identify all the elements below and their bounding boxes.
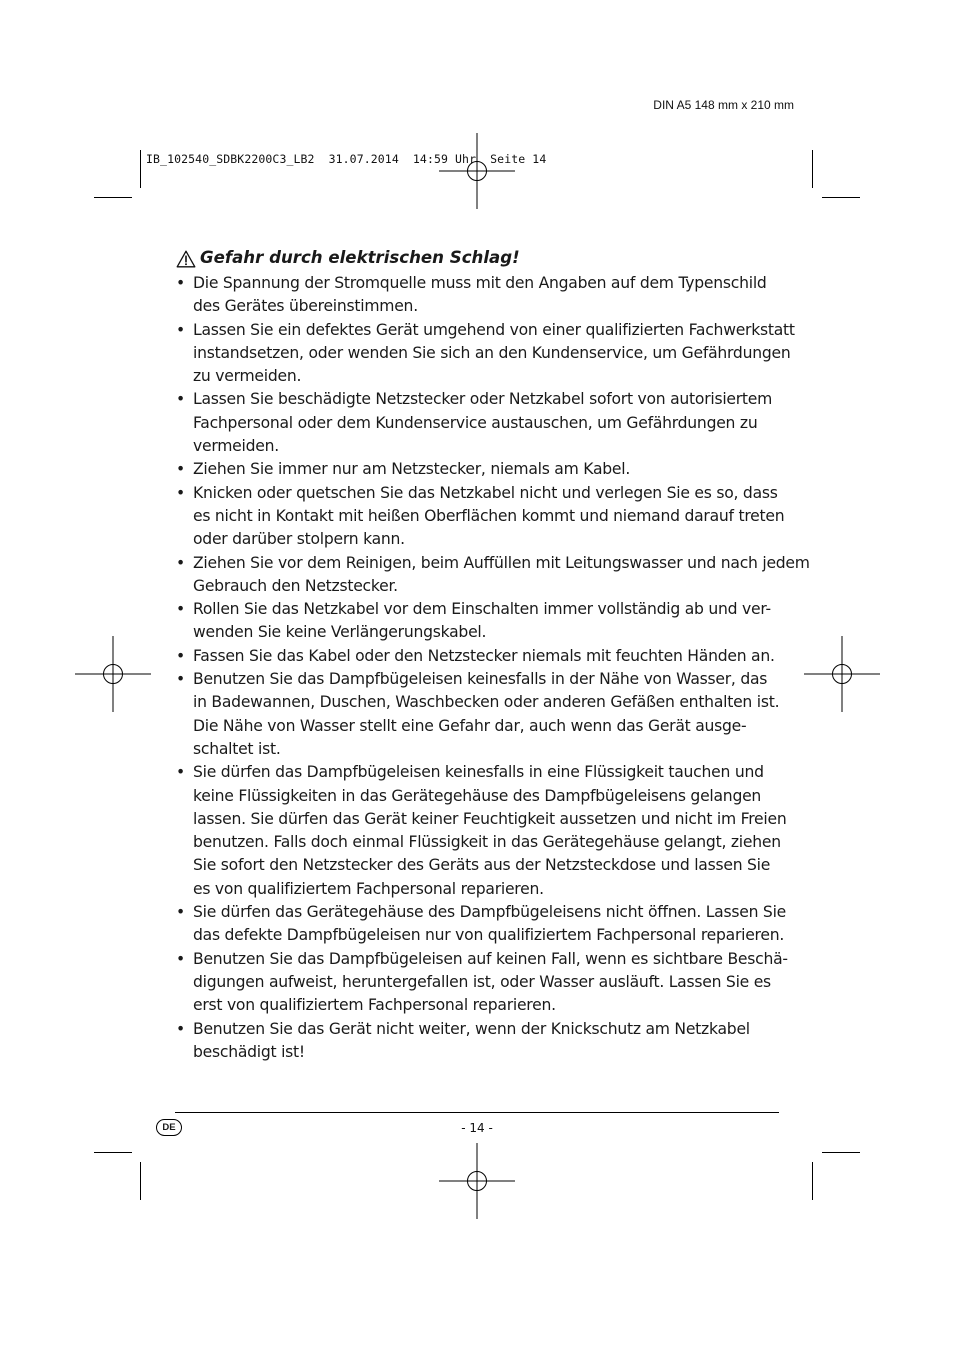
list-item-text-line: Die Nähe von Wasser stellt eine Gefahr dar, auch wenn das Gerät ausge- — [193, 716, 747, 735]
list-item-text-line: zu vermeiden. — [193, 367, 302, 386]
print-slug-line: IB_102540_SDBK2200C3_LB2 31.07.2014 14:59 Uhr Seite 14 — [146, 152, 547, 166]
registration-mark-icon — [439, 1143, 515, 1219]
list-item-text-line: Gebrauch den Netzstecker. — [193, 576, 398, 595]
list-item-text-line: das defekte Dampfbügeleisen nur von qualifiziertem Fachpersonal reparieren. — [193, 926, 785, 945]
crop-mark — [822, 197, 860, 198]
list-item-text-line: Benutzen Sie das Dampfbügeleisen keinesfalls in der Nähe von Wasser, das — [193, 670, 768, 689]
registration-mark-icon — [804, 636, 880, 712]
list-item-text-line: vermeiden. — [193, 437, 279, 456]
page-number: - 14 - — [461, 1121, 493, 1135]
list-item-text-line: Sie dürfen das Gerätegehäuse des Dampfbügeleisens nicht öffnen. Lassen Sie — [193, 903, 786, 922]
list-item-text-line: keine Flüssigkeiten in das Gerätegehäuse des Dampfbügeleisens gelangen — [193, 786, 762, 805]
list-item-text-line: Benutzen Sie das Gerät nicht weiter, wenn der Knickschutz am Netzkabel — [193, 1019, 750, 1038]
list-item-text-line: Benutzen Sie das Dampfbügeleisen auf keinen Fall, wenn es sichtbare Beschä- — [193, 949, 788, 968]
crop-mark — [140, 150, 141, 188]
list-item — [176, 272, 782, 319]
list-item-text-line: Fachpersonal oder dem Kundenservice austauschen, um Gefährdungen zu — [193, 413, 758, 432]
list-item — [176, 1018, 782, 1065]
list-item-text-line: Sie sofort den Netzstecker des Geräts aus der Netzsteckdose und lassen Sie — [193, 856, 771, 875]
list-item-text-line: des Gerätes übereinstimmen. — [193, 297, 418, 316]
bullet-marker: • — [176, 949, 185, 968]
list-item-text-line: in Badewannen, Duschen, Waschbecken oder anderen Gefäßen enthalten ist. — [193, 693, 780, 712]
bullet-marker: • — [176, 763, 185, 782]
list-item-text-line: oder darüber stolpern kann. — [193, 530, 405, 549]
crop-mark — [812, 1162, 813, 1200]
list-item-text-line: instandsetzen, oder wenden Sie sich an den Kundenservice, um Gefährdungen — [193, 343, 791, 362]
list-item-text-line: es nicht in Kontakt mit heißen Oberflächen kommt und niemand darauf treten — [193, 506, 785, 525]
crop-mark — [94, 197, 132, 198]
crop-mark — [140, 1162, 141, 1200]
crop-mark — [812, 150, 813, 188]
list-item-text-line: wenden Sie keine Verlängerungskabel. — [193, 623, 487, 642]
crop-mark — [94, 1152, 132, 1153]
list-item-text-line: benutzen. Falls doch einmal Flüssigkeit in das Gerätegehäuse gelangt, ziehen — [193, 833, 781, 852]
bullet-marker: • — [176, 646, 185, 665]
list-item — [176, 761, 787, 901]
safety-section — [176, 244, 810, 1064]
list-item-text-line: beschädigt ist! — [193, 1042, 305, 1061]
bullet-marker: • — [176, 670, 185, 689]
safety-instructions-list — [176, 272, 810, 1064]
list-item-text-line: lassen. Sie dürfen das Gerät keiner Feuchtigkeit aussetzen und nicht im Freien — [193, 809, 787, 828]
list-item — [176, 598, 782, 645]
list-item-text-line: Rollen Sie das Netzkabel vor dem Einschalten immer vollständig ab und ver- — [193, 600, 771, 619]
bullet-marker: • — [176, 483, 185, 502]
crop-mark — [822, 1152, 860, 1153]
list-item-text-line: erst von qualifiziertem Fachpersonal reparieren. — [193, 996, 556, 1015]
bullet-marker: • — [176, 460, 185, 479]
list-item — [176, 388, 782, 458]
list-item — [176, 668, 782, 761]
list-item-text-line: Ziehen Sie vor dem Reinigen, beim Auffüllen mit Leitungswasser und nach jedem — [193, 553, 810, 572]
list-item — [176, 319, 795, 389]
list-item — [176, 552, 810, 599]
list-item-text-line: Fassen Sie das Kabel oder den Netzstecker niemals mit feuchten Händen an. — [193, 646, 775, 665]
list-item-text-line: Knicken oder quetschen Sie das Netzkabel nicht und verlegen Sie es so, dass — [193, 483, 778, 502]
language-badge: DE — [156, 1119, 182, 1136]
registration-mark-icon — [75, 636, 151, 712]
print-format-label: DIN A5 148 mm x 210 mm — [653, 98, 794, 112]
list-item-text-line: Lassen Sie ein defektes Gerät umgehend von einer qualifizierten Fachwerkstatt — [193, 320, 795, 339]
list-item-text-line: Ziehen Sie immer nur am Netzstecker, niemals am Kabel. — [193, 460, 631, 479]
warning-triangle-icon — [176, 249, 196, 267]
bullet-marker: • — [176, 320, 185, 339]
bullet-marker: • — [176, 1019, 185, 1038]
bullet-marker: • — [176, 600, 185, 619]
list-item-text-line: Die Spannung der Stromquelle muss mit den Angaben auf dem Typenschild — [193, 274, 767, 292]
list-item — [176, 948, 788, 1018]
list-item-text-line: Lassen Sie beschädigte Netzstecker oder Netzkabel sofort von autorisiertem — [193, 390, 773, 409]
bullet-marker: • — [176, 553, 185, 572]
section-heading-text: Gefahr durch elektrischen Schlag! — [200, 248, 520, 267]
section-heading — [176, 244, 782, 272]
list-item-text-line: Sie dürfen das Dampfbügeleisen keinesfalls in eine Flüssigkeit tauchen und — [193, 763, 764, 782]
list-item-text-line: schaltet ist. — [193, 739, 281, 758]
list-item — [176, 901, 786, 948]
list-item — [176, 458, 782, 481]
bullet-marker: • — [176, 390, 185, 409]
list-item-text-line: digungen aufweist, heruntergefallen ist, oder Wasser ausläuft. Lassen Sie es — [193, 972, 771, 991]
bullet-marker: • — [176, 903, 185, 922]
registration-mark-icon — [439, 133, 515, 209]
bullet-marker: • — [176, 274, 185, 292]
list-item — [176, 482, 785, 552]
list-item — [176, 645, 782, 668]
footer-rule — [175, 1112, 779, 1113]
list-item-text-line: es von qualifiziertem Fachpersonal reparieren. — [193, 879, 544, 898]
